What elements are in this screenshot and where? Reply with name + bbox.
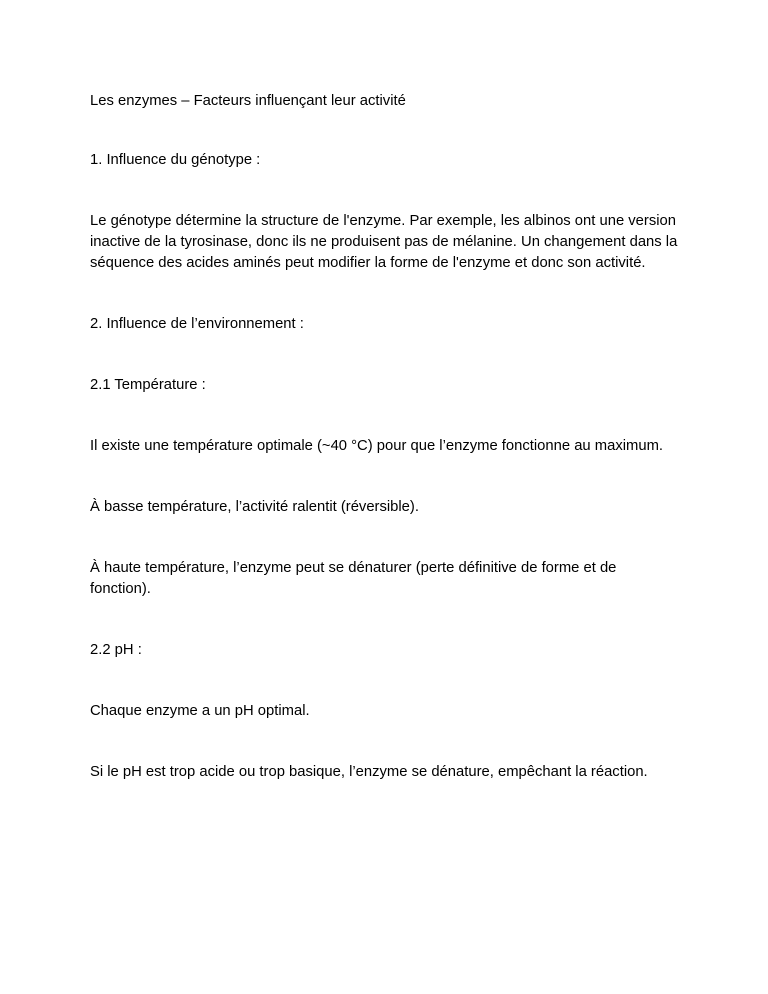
heading-influence-environnement: 2. Influence de l’environnement : [90,316,304,332]
document-title: Les enzymes – Facteurs influençant leur activité [90,93,406,109]
heading-influence-genotype: 1. Influence du génotype : [90,152,261,168]
heading-ph: 2.2 pH : [90,642,142,658]
paragraph-ph-denaturation: Si le pH est trop acide ou trop basique, l’enzyme se dénature, empêchant la réaction. [90,764,648,780]
paragraph-haute-temperature: À haute température, l’enzyme peut se dénaturer (perte définitive de forme et de fonction). [90,560,621,597]
paragraph-basse-temperature: À basse température, l’activité ralentit (réversible). [90,499,419,515]
paragraph-temperature-optimale: Il existe une température optimale (~40 °C) pour que l’enzyme fonctionne au maximum. [90,438,664,454]
paragraph-ph-optimal: Chaque enzyme a un pH optimal. [90,703,310,719]
paragraph-genotype-body: Le génotype détermine la structure de l'enzyme. Par exemple, les albinos ont une version inactive de la tyrosinase, donc ils ne produisent pas de mélanine. Un changement dans la séquence des acides aminés peut modifier la forme de l'enzyme et donc son activité. [90,213,682,271]
heading-temperature: 2.1 Température : [90,377,206,393]
